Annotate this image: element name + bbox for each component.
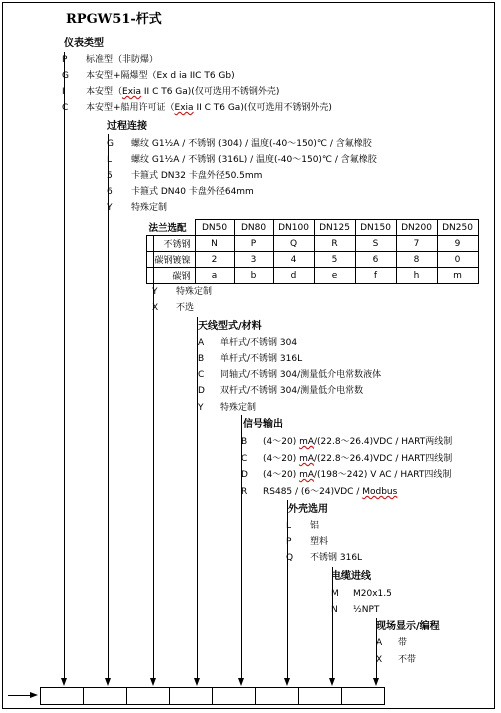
code-box[interactable] — [341, 687, 385, 705]
leader-line-signal — [241, 415, 242, 679]
instrument-desc-c: 本安型+船用许可证（Exia II C T6 Ga)(仅可选用不锈钢外壳) — [86, 103, 332, 113]
process-code-l: L — [107, 155, 113, 165]
instrument-desc-p: 标准型（非防爆） — [86, 55, 159, 65]
flange-col-dn50: DN50 — [195, 220, 234, 236]
process-desc-y: 特殊定制 — [131, 203, 168, 213]
flange-desc-x: 不选 — [176, 303, 195, 313]
flange-cell: 0 — [437, 252, 478, 268]
flange-desc-y: 特殊定制 — [176, 287, 213, 297]
flange-cell: b — [234, 268, 273, 284]
flange-code-x: X — [152, 303, 159, 313]
flange-header: 法兰选配 — [147, 220, 196, 236]
display-code-x: X — [376, 655, 383, 665]
housing-desc-p: 塑料 — [310, 537, 329, 547]
cable-entry-header: 电缆进线 — [331, 571, 371, 582]
antenna-desc-y: 特殊定制 — [220, 403, 257, 413]
flange-row-carbon — [147, 268, 479, 284]
signal-code-r: R — [241, 487, 248, 497]
process-desc-l: 螺纹 G1½A / 不锈钢 (316L) / 温度(-40～150)℃ / 含氟橡胶 — [131, 155, 377, 165]
leader-line-flange — [153, 235, 154, 679]
housing-code-p: P — [286, 537, 292, 547]
code-box[interactable] — [212, 687, 256, 705]
antenna-code-y: Y — [198, 403, 204, 413]
flange-cell: 4 — [273, 252, 314, 268]
flange-col-dn250: DN250 — [437, 220, 478, 236]
process-desc-6: 卡箍式 DN40 卡盘外径64mm — [131, 187, 254, 197]
process-code-5: 5 — [107, 171, 113, 181]
signal-code-d: D — [241, 470, 248, 480]
display-desc-a: 带 — [398, 638, 408, 648]
flange-col-dn100: DN100 — [273, 220, 314, 236]
instrument-code-c: C — [62, 103, 69, 113]
code-box[interactable] — [126, 687, 170, 705]
flange-cell: e — [314, 268, 355, 284]
antenna-desc-c: 同轴式/不锈钢 304/测量低介电常数液体 — [220, 370, 382, 380]
cable-desc-n: ½NPT — [353, 605, 380, 615]
flange-cell: 8 — [396, 252, 437, 268]
flange-col-dn200: DN200 — [396, 220, 437, 236]
flange-cell: 6 — [355, 252, 396, 268]
antenna-desc-d: 双杆式/不锈钢 304/测量低介电常数 — [220, 386, 364, 396]
flange-cell: S — [355, 236, 396, 252]
code-box[interactable] — [40, 687, 84, 705]
process-code-g: G — [107, 139, 114, 149]
signal-code-b: B — [241, 437, 248, 447]
flange-col-dn150: DN150 — [355, 220, 396, 236]
code-box[interactable] — [298, 687, 342, 705]
leader-line-display — [376, 618, 377, 679]
process-desc-g: 螺纹 G1½A / 不锈钢 (304) / 温度(-40～150)℃ / 含氟橡胶 — [131, 139, 372, 149]
flange-cell: f — [355, 268, 396, 284]
antenna-desc-a: 单杆式/不锈钢 304 — [220, 338, 298, 348]
code-box[interactable] — [83, 687, 127, 705]
flange-code-y: Y — [152, 287, 158, 297]
code-box[interactable] — [255, 687, 299, 705]
arrow-down-icon — [105, 678, 111, 686]
flange-row-label: 不锈钢 — [147, 236, 196, 252]
flange-row-label: 碳钢镀镍 — [147, 252, 196, 268]
instrument-code-g: G — [62, 71, 69, 81]
flange-cell: 7 — [396, 236, 437, 252]
cable-code-n: N — [331, 605, 338, 615]
antenna-code-c: C — [198, 370, 205, 380]
arrow-right-icon — [30, 692, 38, 698]
antenna-code-b: B — [198, 354, 205, 364]
signal-output-header: 信号输出 — [243, 419, 283, 430]
flange-cell: 9 — [437, 236, 478, 252]
housing-desc-q: 不锈钢 316L — [310, 553, 363, 563]
arrow-down-icon — [329, 678, 335, 686]
antenna-header: 天线型式/材料 — [198, 321, 262, 332]
antenna-code-a: A — [198, 338, 205, 348]
flange-table — [146, 219, 479, 284]
housing-desc-l: 铝 — [310, 521, 320, 531]
flange-cell: 3 — [234, 252, 273, 268]
instrument-code-p: P — [62, 55, 68, 65]
flange-cell: h — [396, 268, 437, 284]
cable-code-m: M — [331, 589, 339, 599]
signal-desc-d: (4～20) mA/(198～242) V AC / HART四线制 — [263, 470, 452, 480]
flange-row-stainless — [147, 236, 479, 252]
display-code-a: A — [376, 638, 383, 648]
arrow-down-icon — [238, 678, 244, 686]
arrow-down-icon — [61, 678, 67, 686]
flange-cell: R — [314, 236, 355, 252]
leader-line-instrument — [62, 52, 68, 679]
order-code-boxes — [41, 687, 385, 705]
flange-row-nickel — [147, 252, 479, 268]
housing-code-q: Q — [286, 553, 294, 563]
flange-header-row — [147, 220, 479, 236]
leader-line-process — [108, 134, 109, 679]
housing-code-l: L — [286, 521, 292, 531]
instrument-desc-g: 本安型+隔爆型（Ex d ia IIC T6 Gb) — [86, 71, 235, 81]
leader-line-housing — [287, 500, 288, 679]
leader-line-cable — [332, 567, 333, 679]
instrument-desc-i: 本安型（Exia II C T6 Ga)(仅可选用不锈钢外壳) — [86, 87, 280, 97]
code-box[interactable] — [169, 687, 213, 705]
flange-cell: 2 — [195, 252, 234, 268]
flange-cell: N — [195, 236, 234, 252]
display-desc-x: 不带 — [398, 655, 417, 665]
flange-cell: P — [234, 236, 273, 252]
signal-code-c: C — [241, 454, 248, 464]
flange-cell: d — [273, 268, 314, 284]
process-code-y: Y — [107, 203, 113, 213]
signal-desc-r: RS485 / (6～24)VDC / Modbus — [263, 487, 398, 497]
cable-desc-m: M20x1.5 — [353, 589, 392, 599]
process-code-6: 6 — [107, 187, 113, 197]
leader-line-antenna — [197, 317, 198, 679]
signal-desc-b: (4～20) mA/(22.8～26.4)VDC / HART两线制 — [263, 437, 453, 447]
instrument-type-header: 仪表类型 — [64, 38, 104, 49]
arrow-down-icon — [150, 678, 156, 686]
display-header: 现场显示/编程 — [376, 621, 440, 632]
signal-desc-c: (4～20) mA/(22.8～26.4)VDC / HART四线制 — [263, 454, 453, 464]
instrument-code-i: I — [62, 87, 65, 97]
arrow-down-icon — [284, 678, 290, 686]
flange-cell: m — [437, 268, 478, 284]
antenna-code-d: D — [198, 386, 205, 396]
housing-header: 外壳选用 — [288, 504, 328, 515]
process-desc-5: 卡箍式 DN32 卡盘外径50.5mm — [131, 171, 263, 181]
antenna-desc-b: 单杆式/不锈钢 316L — [220, 354, 303, 364]
flange-cell: a — [195, 268, 234, 284]
process-connection-header: 过程连接 — [107, 121, 147, 132]
flange-cell: Q — [273, 236, 314, 252]
flange-row-label: 碳钢 — [147, 268, 196, 284]
arrow-down-icon — [373, 678, 379, 686]
arrow-down-icon — [194, 678, 200, 686]
flange-cell: 5 — [314, 252, 355, 268]
flange-col-dn125: DN125 — [314, 220, 355, 236]
flange-col-dn80: DN80 — [234, 220, 273, 236]
entry-arrow-line — [8, 695, 32, 696]
page-title: RPGW51-杆式 — [66, 12, 162, 27]
